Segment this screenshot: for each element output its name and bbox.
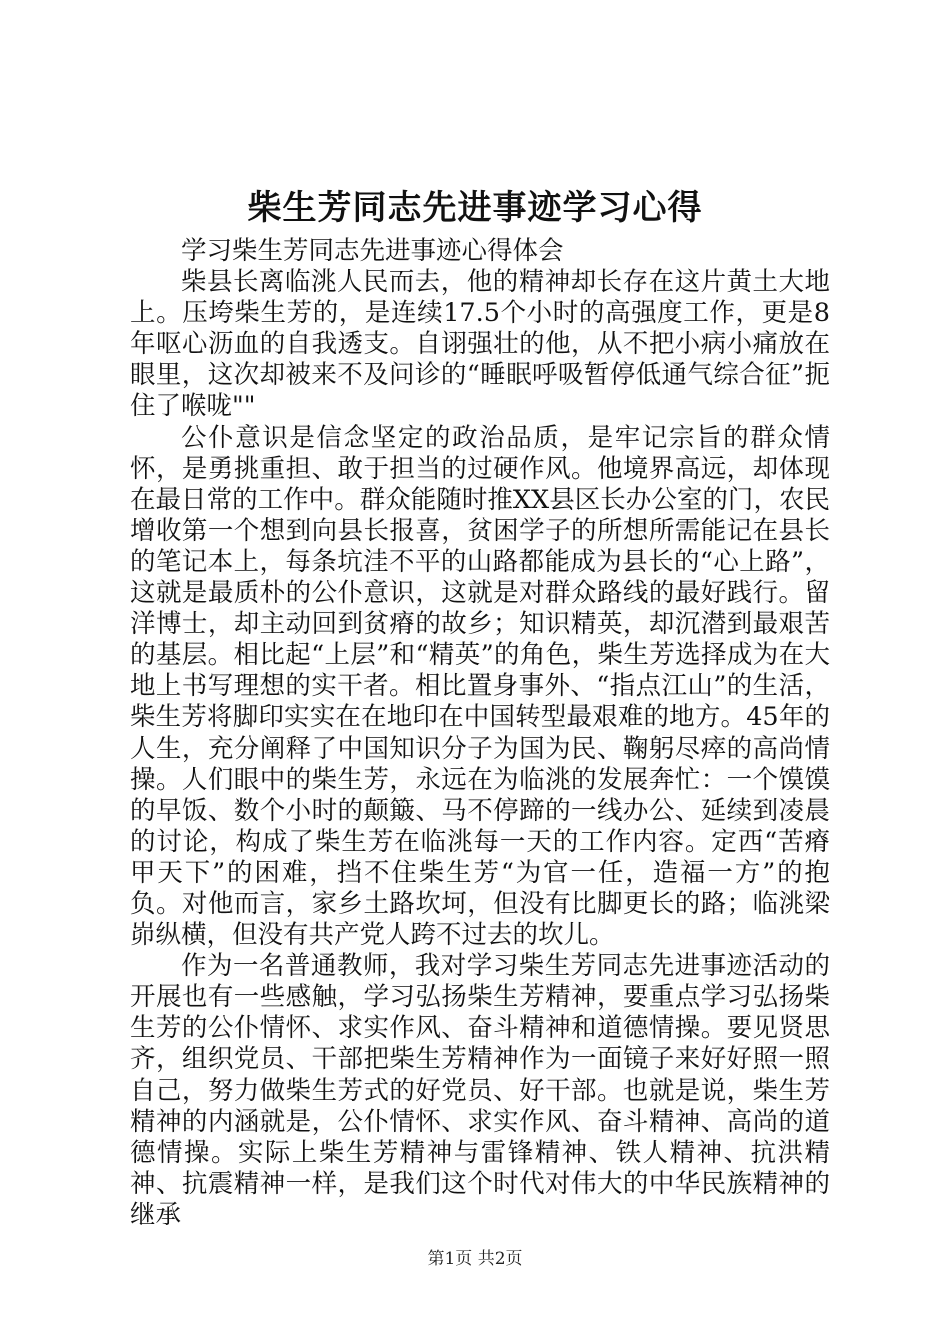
document-subtitle: 学习柴生芳同志先进事迹心得体会	[181, 236, 564, 266]
paragraph-2: 公仆意识是信念坚定的政治品质，是牢记宗旨的群众情怀，是勇挑重担、敢于担当的过硬作风。他境界高远，却体现在最日常的工作中。群众能随时推XX县区长办公室的门，农民增收第一个想到向县长报喜，贫困学子的所想所需能记在县长的笔记本上，每条坑洼不平的山路都能成为县长的“心上路”，这就是最质朴的公仆意识，这就是对群众路线的最好践行。留洋博士，却主动回到贫瘠的故乡；知识精英，却沉潜到最艰苦的基层。相比起“上层”和“精英”的角色，柴生芳选择成为在大地上书写理想的实干者。相比置身事外、“指点江山”的生活，柴生芳将脚印实实在在地印在中国转型最艰难的地方。45年的人生，充分阐释了中国知识分子为国为民、鞠躬尽瘁的高尚情操。人们眼中的柴生芳，永远在为临洮的发展奔忙：一个馍馍的早饭、数个小时的颠簸、马不停蹄的一线办公、延续到凌晨的讨论，构成了柴生芳在临洮每一天的工作内容。定西“苦瘠甲天下”的困难，挡不住柴生芳“为官一任，造福一方”的抱负。对他而言，家乡土路坎坷，但没有比脚更长的路；临洮梁峁纵横，但没有共产党人跨不过去的坎儿。	[130, 422, 830, 951]
paragraph-3: 作为一名普通教师，我对学习柴生芳同志先进事迹活动的开展也有一些感触，学习弘扬柴生芳精神，要重点学习弘扬柴生芳的公仆情怀、求实作风、奋斗精神和道德情操。要见贤思齐，组织党员、干部把柴生芳精神作为一面镜子来好好照一照自己，努力做柴生芳式的好党员、好干部。也就是说，柴生芳精神的内涵就是，公仆情怀、求实作风、奋斗精神、高尚的道德情操。实际上柴生芳精神与雷锋精神、铁人精神、抗洪精神、抗震精神一样，是我们这个时代对伟大的中华民族精神的继承	[130, 951, 830, 1230]
document-title: 柴生芳同志先进事迹学习心得	[247, 188, 703, 228]
paragraph-1: 柴县长离临洮人民而去，他的精神却长存在这片黄土大地上。压垮柴生芳的，是连续17.5个小时的高强度工作，更是8年呕心沥血的自我透支。自诩强壮的他，从不把小病小痛放在眼里，这次却被来不及问诊的“睡眠呼吸暂停低通气综合征”扼住了喉咙""	[130, 267, 830, 422]
page-footer: 第1页 共2页	[427, 1249, 523, 1269]
document-body	[130, 236, 830, 1231]
